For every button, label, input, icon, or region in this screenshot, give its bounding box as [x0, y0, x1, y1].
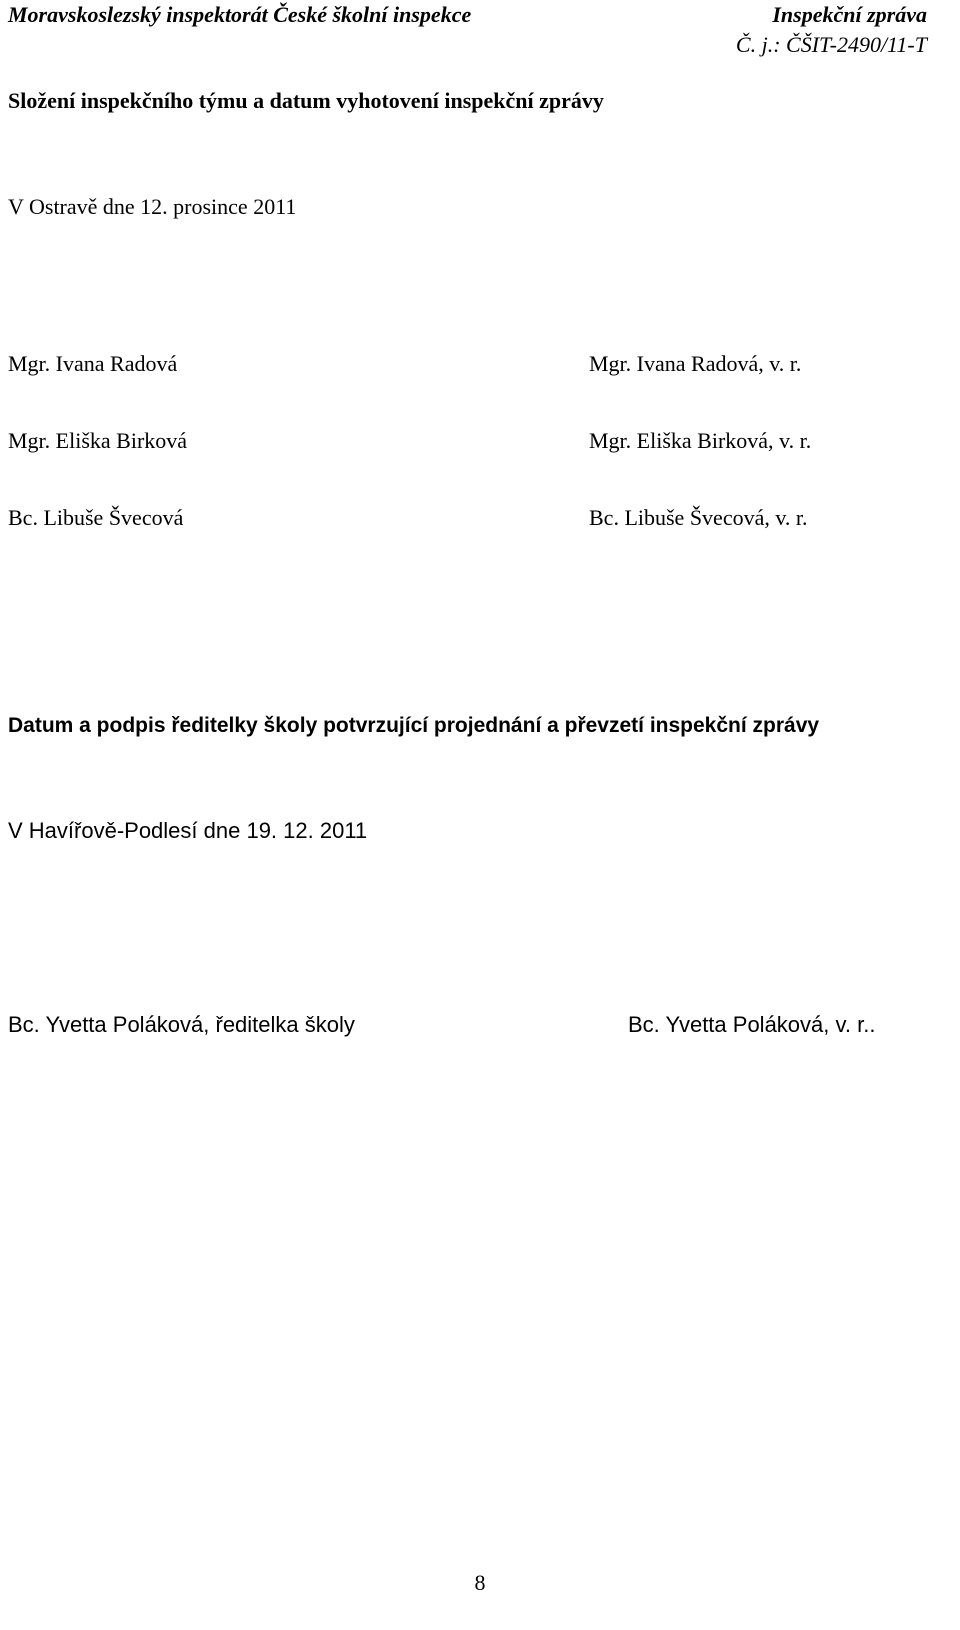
inspectorate-name: Moravskoslezský inspektorát České školní inspekce	[8, 2, 472, 27]
page-number: 8	[474, 1570, 486, 1595]
reference-number: Č. j.: ČŠIT-2490/11-T	[735, 32, 927, 57]
team-member-signature: Mgr. Eliška Birková, v. r.	[589, 428, 812, 453]
director-place-date: V Havířově-Podlesí dne 19. 12. 2011	[8, 818, 368, 843]
team-heading: Složení inspekčního týmu a datum vyhotovení inspekční zprávy	[8, 88, 604, 113]
document-type: Inspekční zpráva	[772, 2, 927, 27]
team-member-signature: Bc. Libuše Švecová, v. r.	[589, 505, 808, 530]
team-member-name: Mgr. Eliška Birková	[8, 428, 188, 453]
team-place-date: V Ostravě dne 12. prosince 2011	[8, 194, 297, 219]
director-name: Bc. Yvetta Poláková, ředitelka školy	[8, 1012, 355, 1037]
director-signature: Bc. Yvetta Poláková, v. r..	[628, 1012, 876, 1037]
team-member-name: Bc. Libuše Švecová	[8, 505, 184, 530]
director-heading: Datum a podpis ředitelky školy potvrzující projednání a převzetí inspekční zprávy	[8, 714, 820, 737]
team-member-signature: Mgr. Ivana Radová, v. r.	[589, 351, 802, 376]
team-member-name: Mgr. Ivana Radová	[8, 351, 178, 376]
